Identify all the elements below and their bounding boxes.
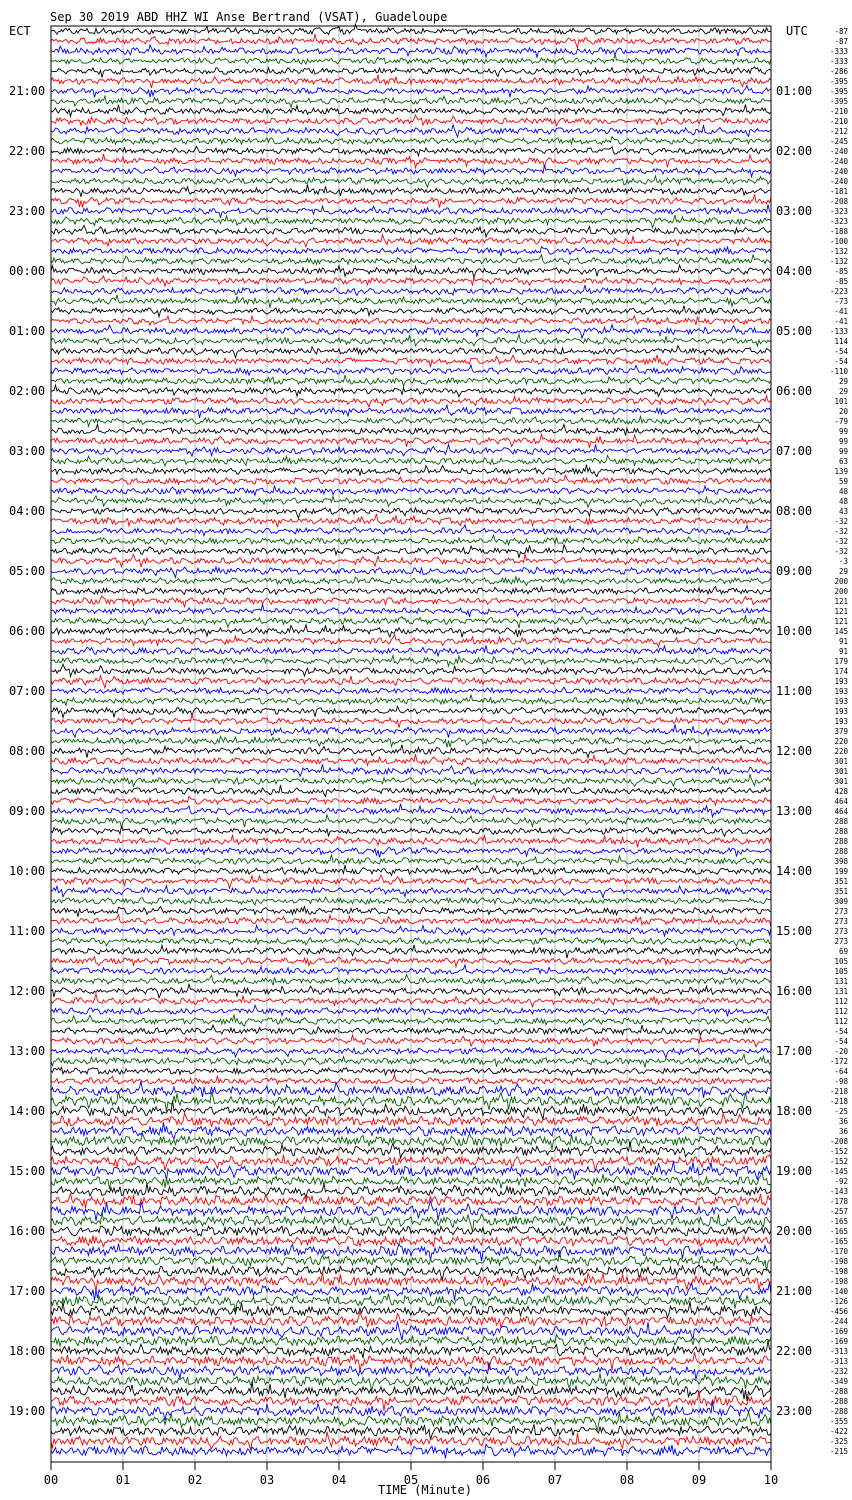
trace-offset-label: -32 (834, 527, 848, 536)
trace-offset-label: -172 (829, 1057, 848, 1066)
trace-offset-label: -85 (834, 267, 848, 276)
x-tick-label: 06 (475, 1473, 491, 1487)
trace-offset-label: -198 (829, 1267, 848, 1276)
left-hour-label: 18:00 (9, 1344, 46, 1358)
trace-offset-label: -169 (829, 1327, 848, 1336)
left-hour-label: 12:00 (9, 984, 46, 998)
trace-offset-label: 29 (838, 387, 848, 396)
trace-offset-label: -132 (829, 247, 848, 256)
trace-offset-label: -54 (834, 1037, 848, 1046)
right-hour-label: 15:00 (776, 924, 813, 938)
x-tick-label: 02 (187, 1473, 203, 1487)
trace-offset-label: -223 (829, 287, 848, 296)
right-hour-label: 23:00 (776, 1404, 813, 1418)
left-hour-label: 03:00 (9, 444, 46, 458)
right-hour-label: 13:00 (776, 804, 813, 818)
trace-offset-label: 20 (838, 407, 848, 416)
trace-offset-label: 273 (834, 917, 848, 926)
trace-offset-label: -170 (829, 1247, 848, 1256)
x-axis-label: TIME (Minute) (378, 1483, 472, 1497)
trace-offset-label: 29 (838, 567, 848, 576)
trace-offset-label: 114 (834, 337, 848, 346)
trace-offset-label: 351 (834, 877, 848, 886)
left-hour-label: 19:00 (9, 1404, 46, 1418)
trace-offset-label: -87 (834, 27, 848, 36)
trace-offset-label: -110 (829, 367, 848, 376)
x-tick-label: 04 (331, 1473, 347, 1487)
trace-offset-label: -165 (829, 1227, 848, 1236)
trace-offset-label: -188 (829, 227, 848, 236)
trace-offset-label: -333 (829, 57, 848, 66)
trace-offset-label: -126 (829, 1297, 848, 1306)
trace-offset-label: 131 (834, 987, 848, 996)
trace-offset-label: -395 (829, 87, 848, 96)
right-hour-label: 08:00 (776, 504, 813, 518)
trace-offset-label: 112 (834, 1017, 848, 1026)
left-hour-label: 02:00 (9, 384, 46, 398)
x-tick-label: 00 (43, 1473, 59, 1487)
trace-offset-label: -143 (829, 1187, 848, 1196)
right-hour-label: 07:00 (776, 444, 813, 458)
left-hour-label: 11:00 (9, 924, 46, 938)
trace-offset-label: 105 (834, 967, 848, 976)
trace-offset-label: 288 (834, 817, 848, 826)
trace-offset-label: -210 (829, 117, 848, 126)
trace-offset-label: -32 (834, 547, 848, 556)
trace-offset-label: -133 (829, 327, 848, 336)
trace-offset-label: 174 (834, 667, 848, 676)
trace-offset-label: 200 (834, 587, 848, 596)
trace-offset-label: 309 (834, 897, 848, 906)
left-hour-label: 16:00 (9, 1224, 46, 1238)
trace-offset-label: 193 (834, 677, 848, 686)
trace-offset-label: 112 (834, 1007, 848, 1016)
trace-offset-label: 48 (838, 487, 848, 496)
trace-offset-label: -456 (829, 1307, 848, 1316)
x-tick-label: 10 (763, 1473, 779, 1487)
x-tick-label: 05 (403, 1473, 419, 1487)
right-hour-label: 04:00 (776, 264, 813, 278)
trace-offset-label: 288 (834, 837, 848, 846)
trace-offset-label: -32 (834, 517, 848, 526)
right-hour-label: 11:00 (776, 684, 813, 698)
right-hour-label: 17:00 (776, 1044, 813, 1058)
trace-offset-label: 301 (834, 767, 848, 776)
trace-offset-label: -245 (829, 137, 848, 146)
right-hour-label: 21:00 (776, 1284, 813, 1298)
right-hour-label: 19:00 (776, 1164, 813, 1178)
trace-offset-label: -210 (829, 107, 848, 116)
trace-offset-label: 193 (834, 697, 848, 706)
trace-offset-label: 63 (838, 457, 848, 466)
trace-offset-label: -313 (829, 1357, 848, 1366)
trace-offset-label: 193 (834, 687, 848, 696)
trace-offset-label: 428 (834, 787, 848, 796)
trace-offset-label: -165 (829, 1237, 848, 1246)
trace-offset-label: 121 (834, 617, 848, 626)
trace-offset-label: 200 (834, 577, 848, 586)
trace-offset-label: -132 (829, 257, 848, 266)
left-hour-label: 17:00 (9, 1284, 46, 1298)
trace-offset-label: -198 (829, 1277, 848, 1286)
trace-offset-label: 193 (834, 717, 848, 726)
left-hour-label: 05:00 (9, 564, 46, 578)
trace-offset-label: 69 (838, 947, 848, 956)
trace-offset-label: 112 (834, 997, 848, 1006)
trace-offset-label: -79 (834, 417, 848, 426)
left-timezone-label: ECT (9, 24, 31, 38)
trace-offset-label: -240 (829, 147, 848, 156)
trace-offset-label: 91 (838, 647, 848, 656)
trace-offset-label: 121 (834, 607, 848, 616)
left-hour-label: 14:00 (9, 1104, 46, 1118)
trace-offset-label: 101 (834, 397, 848, 406)
right-hour-label: 05:00 (776, 324, 813, 338)
trace-offset-label: -218 (829, 1087, 848, 1096)
x-tick-label: 07 (547, 1473, 563, 1487)
trace-offset-label: -244 (829, 1317, 848, 1326)
trace-offset-label: 105 (834, 957, 848, 966)
left-hour-label: 10:00 (9, 864, 46, 878)
left-hour-label: 09:00 (9, 804, 46, 818)
trace-offset-label: 464 (834, 807, 848, 816)
trace-offset-label: -240 (829, 157, 848, 166)
trace-offset-label: 220 (834, 737, 848, 746)
trace-offset-label: -212 (829, 127, 848, 136)
chart-title: Sep 30 2019 ABD HHZ WI Anse Bertrand (VSAT), Guadeloupe (50, 10, 448, 24)
trace-offset-label: 59 (838, 477, 848, 486)
trace-offset-label: -422 (829, 1427, 848, 1436)
trace-offset-label: -198 (829, 1257, 848, 1266)
trace-offset-label: -3 (838, 557, 848, 566)
trace-offset-label: 379 (834, 727, 848, 736)
trace-offset-label: -395 (829, 77, 848, 86)
trace-offset-label: 99 (838, 427, 848, 436)
trace-offset-label: -41 (834, 307, 848, 316)
trace-offset-label: -25 (834, 1107, 848, 1116)
trace-offset-label: 139 (834, 467, 848, 476)
trace-offset-label: -333 (829, 47, 848, 56)
trace-offset-label: -73 (834, 297, 848, 306)
right-hour-label: 09:00 (776, 564, 813, 578)
trace-offset-label: -215 (829, 1447, 848, 1456)
left-hour-label: 04:00 (9, 504, 46, 518)
trace-offset-label: -54 (834, 357, 848, 366)
trace-offset-label: -355 (829, 1417, 848, 1426)
trace-offset-label: -286 (829, 67, 848, 76)
trace-offset-label: 193 (834, 707, 848, 716)
left-hour-label: 08:00 (9, 744, 46, 758)
trace-offset-label: 43 (838, 507, 848, 516)
x-tick-label: 08 (619, 1473, 635, 1487)
trace-offset-label: 179 (834, 657, 848, 666)
left-hour-label: 13:00 (9, 1044, 46, 1058)
trace-offset-label: -64 (834, 1067, 848, 1076)
right-hour-label: 22:00 (776, 1344, 813, 1358)
trace-offset-label: 145 (834, 627, 848, 636)
trace-offset-label: 301 (834, 757, 848, 766)
trace-offset-label: 273 (834, 907, 848, 916)
trace-offset-label: 464 (834, 797, 848, 806)
trace-offset-label: -240 (829, 177, 848, 186)
right-hour-label: 18:00 (776, 1104, 813, 1118)
trace-offset-label: -178 (829, 1197, 848, 1206)
trace-offset-label: 99 (838, 437, 848, 446)
right-hour-label: 03:00 (776, 204, 813, 218)
trace-offset-label: -100 (829, 237, 848, 246)
trace-offset-label: -140 (829, 1287, 848, 1296)
trace-offset-label: -288 (829, 1387, 848, 1396)
trace-offset-label: -165 (829, 1217, 848, 1226)
trace-offset-label: -92 (834, 1177, 848, 1186)
left-hour-label: 15:00 (9, 1164, 46, 1178)
trace-offset-label: -20 (834, 1047, 848, 1056)
left-hour-label: 00:00 (9, 264, 46, 278)
trace-offset-label: 301 (834, 777, 848, 786)
trace-offset-label: 29 (838, 377, 848, 386)
trace-offset-label: -181 (829, 187, 848, 196)
trace-offset-label: -218 (829, 1097, 848, 1106)
trace-offset-label: -98 (834, 1077, 848, 1086)
trace-offset-label: 199 (834, 867, 848, 876)
right-hour-label: 12:00 (776, 744, 813, 758)
trace-offset-label: -208 (829, 197, 848, 206)
trace-offset-label: 36 (838, 1127, 848, 1136)
trace-offset-label: -152 (829, 1147, 848, 1156)
trace-offset-label: -232 (829, 1367, 848, 1376)
right-hour-label: 02:00 (776, 144, 813, 158)
left-hour-label: 21:00 (9, 84, 46, 98)
trace-offset-label: -288 (829, 1397, 848, 1406)
trace-offset-label: -32 (834, 537, 848, 546)
trace-offset-label: 351 (834, 887, 848, 896)
right-timezone-label: UTC (786, 24, 808, 38)
left-hour-label: 22:00 (9, 144, 46, 158)
trace-offset-label: -288 (829, 1407, 848, 1416)
trace-offset-label: 99 (838, 447, 848, 456)
x-tick-label: 09 (691, 1473, 707, 1487)
trace-offset-label: -323 (829, 217, 848, 226)
trace-offset-label: -152 (829, 1157, 848, 1166)
trace-offset-label: 288 (834, 827, 848, 836)
right-hour-label: 01:00 (776, 84, 813, 98)
trace-offset-label: 220 (834, 747, 848, 756)
trace-offset-label: -395 (829, 97, 848, 106)
trace-offset-label: -313 (829, 1347, 848, 1356)
trace-offset-label: 36 (838, 1117, 848, 1126)
trace-offset-label: 273 (834, 937, 848, 946)
trace-offset-label: 273 (834, 927, 848, 936)
trace-offset-label: 398 (834, 857, 848, 866)
trace-offset-label: -325 (829, 1437, 848, 1446)
right-hour-label: 14:00 (776, 864, 813, 878)
trace-offset-label: 131 (834, 977, 848, 986)
trace-offset-label: -41 (834, 317, 848, 326)
trace-offset-label: -323 (829, 207, 848, 216)
right-hour-label: 20:00 (776, 1224, 813, 1238)
trace-offset-label: -54 (834, 347, 848, 356)
trace-offset-label: 48 (838, 497, 848, 506)
left-hour-label: 23:00 (9, 204, 46, 218)
trace-offset-label: -257 (829, 1207, 848, 1216)
x-tick-label: 01 (115, 1473, 131, 1487)
trace-offset-label: -87 (834, 37, 848, 46)
trace-offset-label: -54 (834, 1027, 848, 1036)
trace-offset-label: -349 (829, 1377, 848, 1386)
left-hour-label: 01:00 (9, 324, 46, 338)
right-hour-label: 10:00 (776, 624, 813, 638)
trace-offset-label: -85 (834, 277, 848, 286)
left-hour-label: 06:00 (9, 624, 46, 638)
trace-offset-label: 121 (834, 597, 848, 606)
trace-offset-label: -169 (829, 1337, 848, 1346)
left-hour-label: 07:00 (9, 684, 46, 698)
trace-offset-label: -145 (829, 1167, 848, 1176)
right-hour-label: 16:00 (776, 984, 813, 998)
trace-offset-label: -240 (829, 167, 848, 176)
right-hour-label: 06:00 (776, 384, 813, 398)
trace-offset-label: -208 (829, 1137, 848, 1146)
trace-offset-label: 91 (838, 637, 848, 646)
trace-offset-label: 288 (834, 847, 848, 856)
x-tick-label: 03 (259, 1473, 275, 1487)
